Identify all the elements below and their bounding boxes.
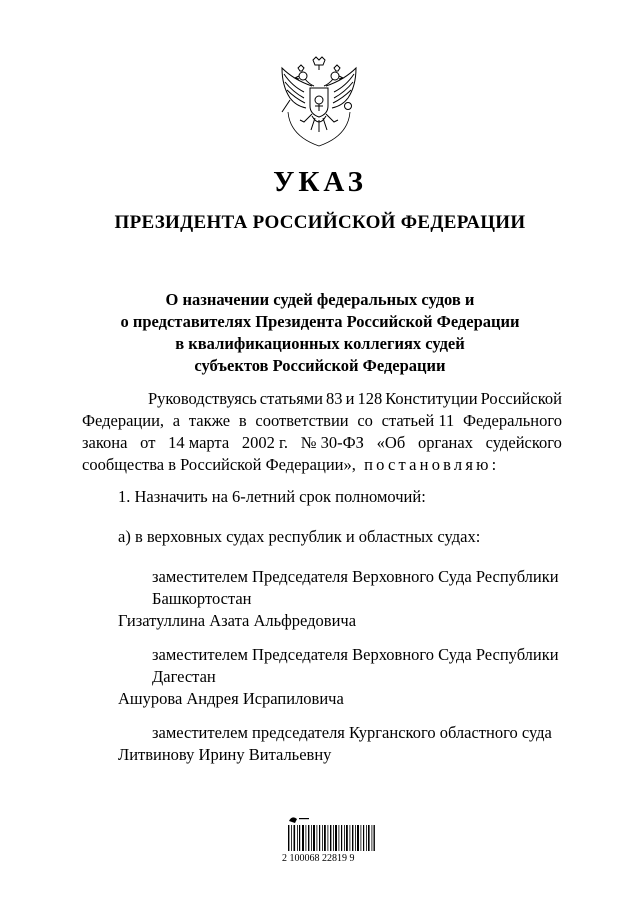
preamble-line (148, 388, 562, 410)
preamble-word: Федерации, (82, 411, 165, 430)
preamble-word: органах (417, 433, 473, 452)
preamble-line (82, 410, 562, 432)
document-title: УКАЗ (273, 166, 367, 198)
preamble-word: от (140, 433, 156, 452)
appointment-position: заместителем Председателя Верховного Суда Республики (152, 645, 559, 664)
preamble-word: закона (82, 433, 128, 452)
preamble-text: сообщества в Российской Федерации», (82, 455, 356, 474)
preamble-word: Российской (480, 389, 562, 408)
preamble-word: 14 марта (168, 433, 230, 452)
preamble-word: Руководствуясь (148, 389, 257, 408)
preamble-line (82, 454, 562, 476)
preamble-word: и (345, 389, 355, 408)
document-subtitle: ПРЕЗИДЕНТА РОССИЙСКОЙ ФЕДЕРАЦИИ (114, 212, 526, 233)
appointment-position: Дагестан (152, 667, 216, 686)
appointment-name: Ашурова Андрея Исрапиловича (118, 689, 344, 708)
subject-line: О назначении судей федеральных судов и (165, 290, 475, 309)
preamble-line (82, 432, 562, 454)
preamble-word: соответствии (255, 411, 349, 430)
item-1: 1. Назначить на 6-летний срок полномочий: (118, 487, 426, 506)
preamble-paragraph (82, 388, 562, 476)
appointment-position: заместителем Председателя Верховного Суда Республики (152, 567, 559, 586)
preamble-word: 128 (357, 389, 383, 408)
preamble-word: «Об (376, 433, 406, 452)
appointment-position: заместителем председателя Курганского областного суда (152, 723, 552, 742)
preamble-word: статьей 11 (381, 411, 455, 430)
preamble-word: 2002 г. (241, 433, 289, 452)
preamble-word: в (238, 411, 247, 430)
preamble-word: со (357, 411, 373, 430)
barcode-icon (285, 815, 377, 853)
document-subject (0, 289, 640, 377)
russian-coat-of-arms-icon (276, 56, 362, 148)
preamble-word: статьями (259, 389, 324, 408)
decree-verb: постановляю: (364, 455, 500, 474)
item-a: а) в верховных судах республик и областных судах: (118, 527, 481, 546)
preamble-word: также (188, 411, 231, 430)
subject-line: субъектов Российской Федерации (194, 356, 446, 375)
appointment-name: Гизатуллина Азата Альфредовича (118, 611, 357, 630)
preamble-word: Федерального (462, 411, 562, 430)
preamble-word: судейского (485, 433, 562, 452)
subject-line: о представителях Президента Российской Федерации (120, 312, 520, 331)
preamble-word: Конституции (385, 389, 478, 408)
appointment-position: Башкортостан (152, 589, 252, 608)
subject-line: в квалификационных коллегиях судей (175, 334, 465, 353)
preamble-word: 83 (326, 389, 343, 408)
appointment-name: Литвинову Ирину Витальевну (118, 745, 332, 764)
barcode-number: 2 100068 22819 9 (282, 853, 355, 864)
preamble-word: а (172, 411, 181, 430)
preamble-word: № 30-ФЗ (300, 433, 364, 452)
